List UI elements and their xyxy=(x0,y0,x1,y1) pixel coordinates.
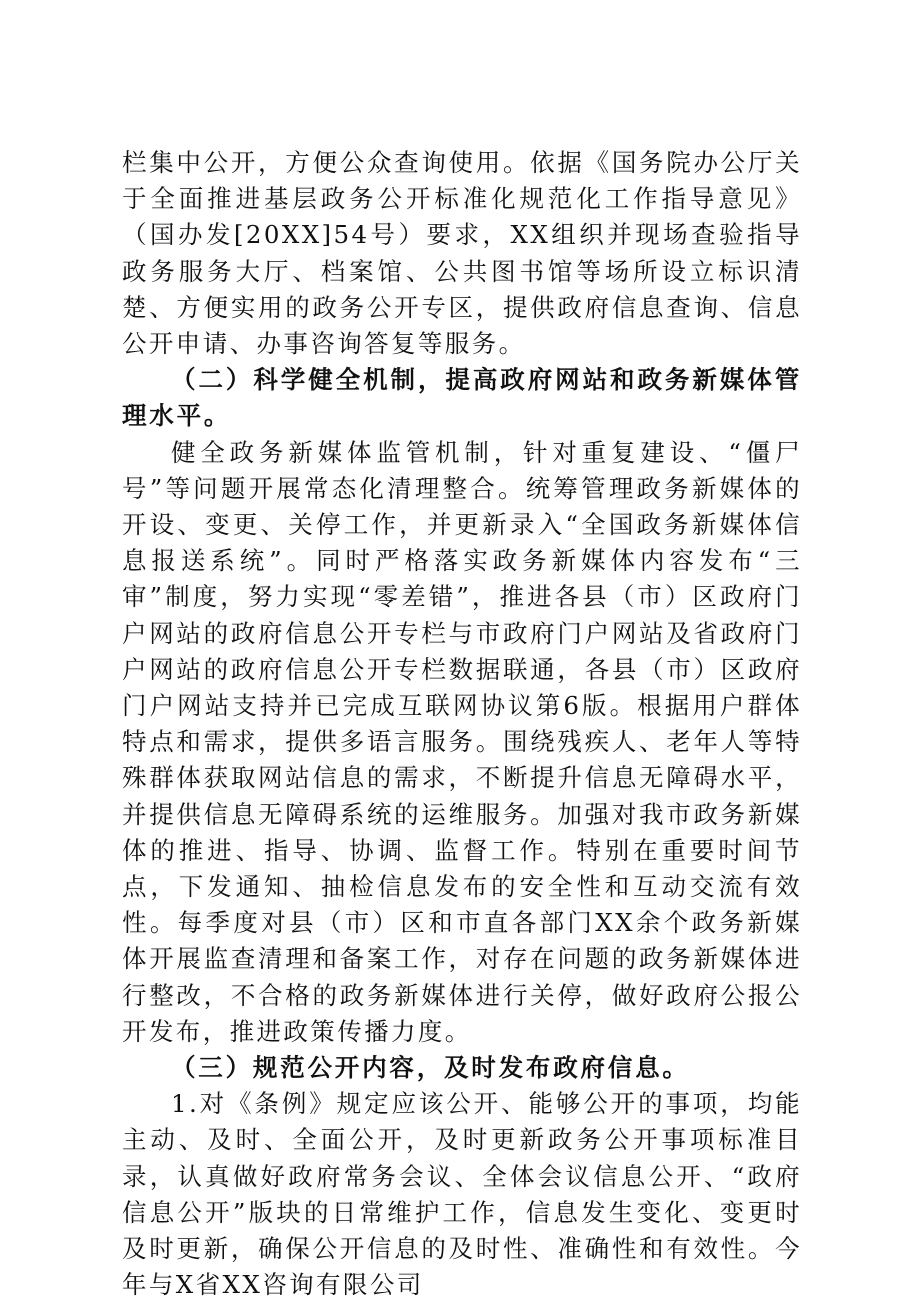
section-heading-2: （二）科学健全机制，提高政府网站和政务新媒体管理水平。 xyxy=(122,365,802,431)
section-heading-3: （三）规范公开内容，及时发布政府信息。 xyxy=(171,1053,690,1083)
body-paragraph-1: 栏集中公开，方便公众查询使用。依据《国务院办公厅关于全面推进基层政务公开标准化规范化工作指导意见》（国办发[20XX]54号）要求，XX组织并现场查验指导政务服务大厅、档案馆、公共图书馆等场所设立标识清楚、方便实用的政务公开专区，提供政府信息查询、信息公开申请、办事咨询答复等服务。 xyxy=(122,148,802,359)
body-paragraph-2: 健全政务新媒体监管机制，针对重复建设、“僵尸号”等问题开展常态化清理整合。统筹管理政务新媒体的开设、变更、关停工作，并更新录入“全国政务新媒体信息报送系统”。同时严格落实政务新媒体内容发布“三审”制度，努力实现“零差错”，推进各县（市）区政府门户网站的政府信息公开专栏与市政府门户网站及省政府门户网站的政府信息公开专栏数据联通，各县（市）区政府门户网站支持并已完成互联网协议第6版。根据用户群体特点和需求，提供多语言服务。围绕残疾人、老年人等特殊群体获取网站信息的需求，不断提升信息无障碍水平，并提供信息无障碍系统的运维服务。加强对我市政务新媒体的推进、指导、协调、监督工作。特别在重要时间节点，下发通知、抽检信息发布的安全性和互动交流有效性。每季度对县（市）区和市直各部门XX余个政务新媒体开展监查清理和备案工作，对存在问题的政务新媒体进行整改，不合格的政务新媒体进行关停，做好政府公报公开发布，推进政策传播力度。 xyxy=(122,437,802,1046)
body-paragraph-3: 1.对《条例》规定应该公开、能够公开的事项，均能主动、及时、全面公开，及时更新政务公开事项标准目录，认真做好政府常务会议、全体会议信息公开、“政府信息公开”版块的日常维护工作，信息发生变化、变更时及时更新，确保公开信息的及时性、准确性和有效性。今年与X省XX咨询有限公司 xyxy=(122,1089,802,1300)
document-page xyxy=(122,145,802,1304)
